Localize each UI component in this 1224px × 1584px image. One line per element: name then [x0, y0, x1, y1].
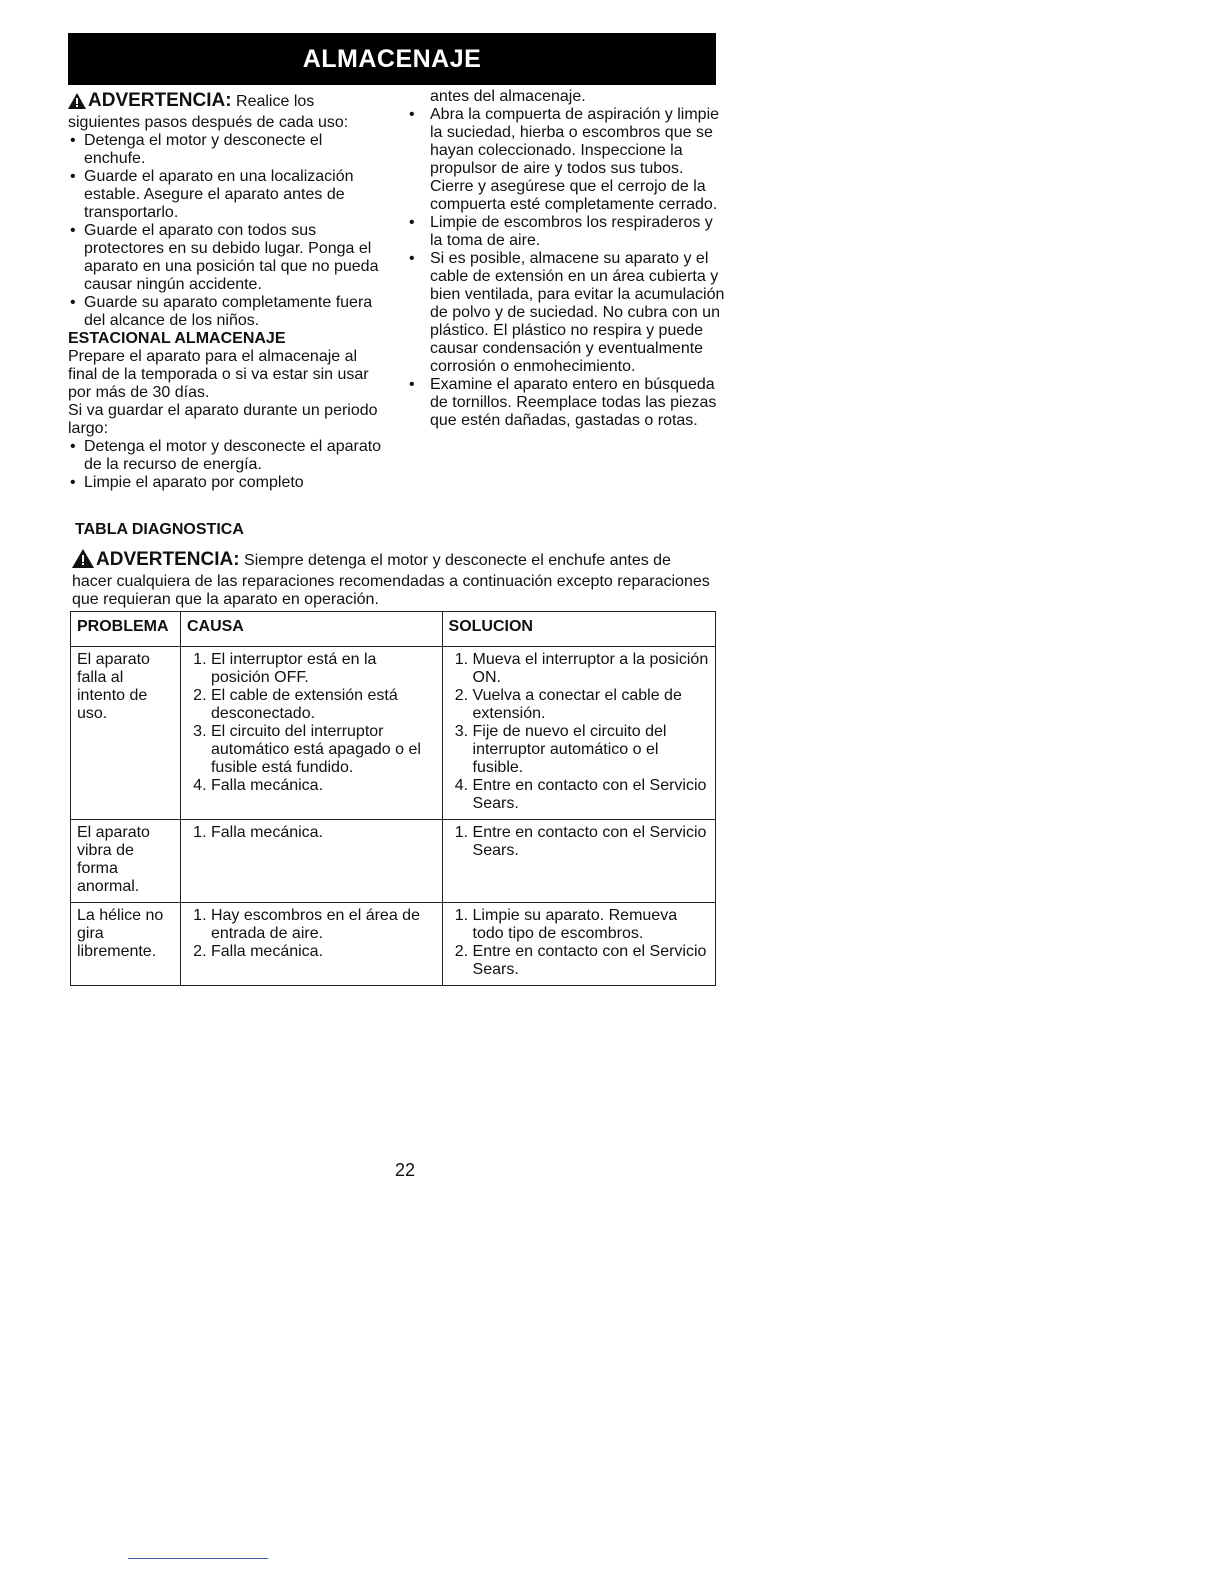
list-item: 3. Fije de nuevo el circuito del interruptor automático o el fusible.: [473, 723, 709, 777]
seasonal-list: [68, 438, 388, 492]
seasonal-paragraph: Si va guardar el aparato durante un periodo largo:: [68, 402, 378, 437]
list-item: 1. Falla mecánica.: [211, 824, 436, 842]
column-header-problem: PROBLEMA: [71, 612, 181, 647]
list-item: 2. Falla mecánica.: [211, 943, 436, 961]
problem-cell: La hélice no gira libremente.: [71, 903, 181, 986]
diagnostic-title: TABLA DIAGNOSTICA: [75, 521, 244, 538]
left-column: [68, 92, 388, 492]
cause-cell: [180, 903, 442, 986]
table-row: [71, 903, 716, 986]
continued-text: antes del almacenaje.: [430, 88, 586, 105]
warning-label: ADVERTENCIA:: [96, 549, 240, 570]
list-item: • Limpie el aparato por completo: [70, 474, 304, 491]
table-header-row: [71, 612, 716, 647]
seasonal-paragraph: Prepare el aparato para el almacenaje al final de la temporada o si va estar sin usar por más de 30 días.: [68, 348, 369, 401]
list-item: • Examine el aparato entero en búsqueda de tornillos. Reemplace todas las piezas que estén dañadas, gastadas o rotas.: [409, 376, 717, 429]
problem-cell: El aparato vibra de forma anormal.: [71, 820, 181, 903]
warning-label: ADVERTENCIA:: [88, 90, 232, 111]
list-item: 1. Hay escombros en el área de entrada de aire.: [211, 907, 436, 943]
page-title: ALMACENAJE: [302, 44, 482, 73]
cause-cell: [180, 820, 442, 903]
list-item: 1. Entre en contacto con el Servicio Sears.: [473, 824, 709, 860]
list-item: • Guarde el aparato con todos sus protectores en su debido lugar. Ponga el aparato en una posición tal que no pueda causar ningún accidente.: [70, 222, 379, 293]
right-column: [406, 88, 726, 430]
problem-cell: El aparato falla al intento de uso.: [71, 647, 181, 820]
footer-rule: [128, 1558, 268, 1559]
list-item: • Guarde el aparato en una localización estable. Asegure el aparato antes de transportarlo.: [70, 168, 354, 221]
diagnostic-warning: [72, 549, 712, 609]
list-item: • Abra la compuerta de aspiración y limpie la suciedad, hierba o escombros que se hayan coleccionado. Inspeccione la propulsor de aire y todos sus tubos. Cierre y asegúrese que el cerrojo de la compuerta esté completamente cerrado.: [409, 106, 720, 213]
list-item: • Detenga el motor y desconecte el enchufe.: [70, 132, 323, 167]
table-row: [71, 647, 716, 820]
solution-cell: [442, 903, 715, 986]
column-header-cause: CAUSA: [180, 612, 442, 647]
list-item: 4. Entre en contacto con el Servicio Sears.: [473, 777, 709, 813]
list-item: 3. El circuito del interruptor automático está apagado o el fusible está fundido.: [211, 723, 436, 777]
seasonal-heading: ESTACIONAL ALMACENAJE: [68, 330, 286, 347]
list-item: 1. Limpie su aparato. Remueva todo tipo de escombros.: [473, 907, 709, 943]
warning-triangle-icon: [72, 549, 94, 573]
list-item: 1. Mueva el interruptor a la posición ON.: [473, 651, 709, 687]
list-item: • Limpie de escombros los respiraderos y la toma de aire.: [409, 214, 713, 249]
list-item: • Detenga el motor y desconecte el aparato de la recurso de energía.: [70, 438, 382, 473]
list-item: 2. Entre en contacto con el Servicio Sears.: [473, 943, 709, 979]
warning-triangle-icon: [68, 93, 86, 114]
diagnostic-table: [70, 611, 716, 986]
warning-text: Siempre detenga el motor y desconecte el enchufe antes de hacer cualquiera de las reparaciones recomendadas a continuación excepto reparaciones que requieran que la aparato en operación.: [72, 552, 710, 608]
solution-cell: [442, 820, 715, 903]
column-header-solution: SOLUCION: [442, 612, 715, 647]
solution-cell: [442, 647, 715, 820]
list-item: 2. El cable de extensión está desconectado.: [211, 687, 436, 723]
page-number: 22: [395, 1160, 416, 1180]
list-item: 4. Falla mecánica.: [211, 777, 436, 795]
list-item: • Si es posible, almacene su aparato y el cable de extensión en un área cubierta y bien ventilada, para evitar la acumulación de polvo y de suciedad. No cubra con un plástico. El plástico no respira y puede causar condensación y eventualmente corrosión o enmohecimiento.: [409, 250, 725, 375]
storage-warning: [68, 92, 388, 132]
after-use-list: [68, 132, 388, 330]
cause-cell: [180, 647, 442, 820]
warning-intro: Realice los siguientes pasos después de cada uso:: [68, 93, 349, 131]
list-item: 2. Vuelva a conectar el cable de extensión.: [473, 687, 709, 723]
list-item: 1. El interruptor está en la posición OFF.: [211, 651, 436, 687]
list-item: • Guarde su aparato completamente fuera del alcance de los niños.: [70, 294, 373, 329]
table-row: [71, 820, 716, 903]
storage-steps-list: [406, 106, 726, 430]
section-title-bar: [68, 33, 716, 85]
